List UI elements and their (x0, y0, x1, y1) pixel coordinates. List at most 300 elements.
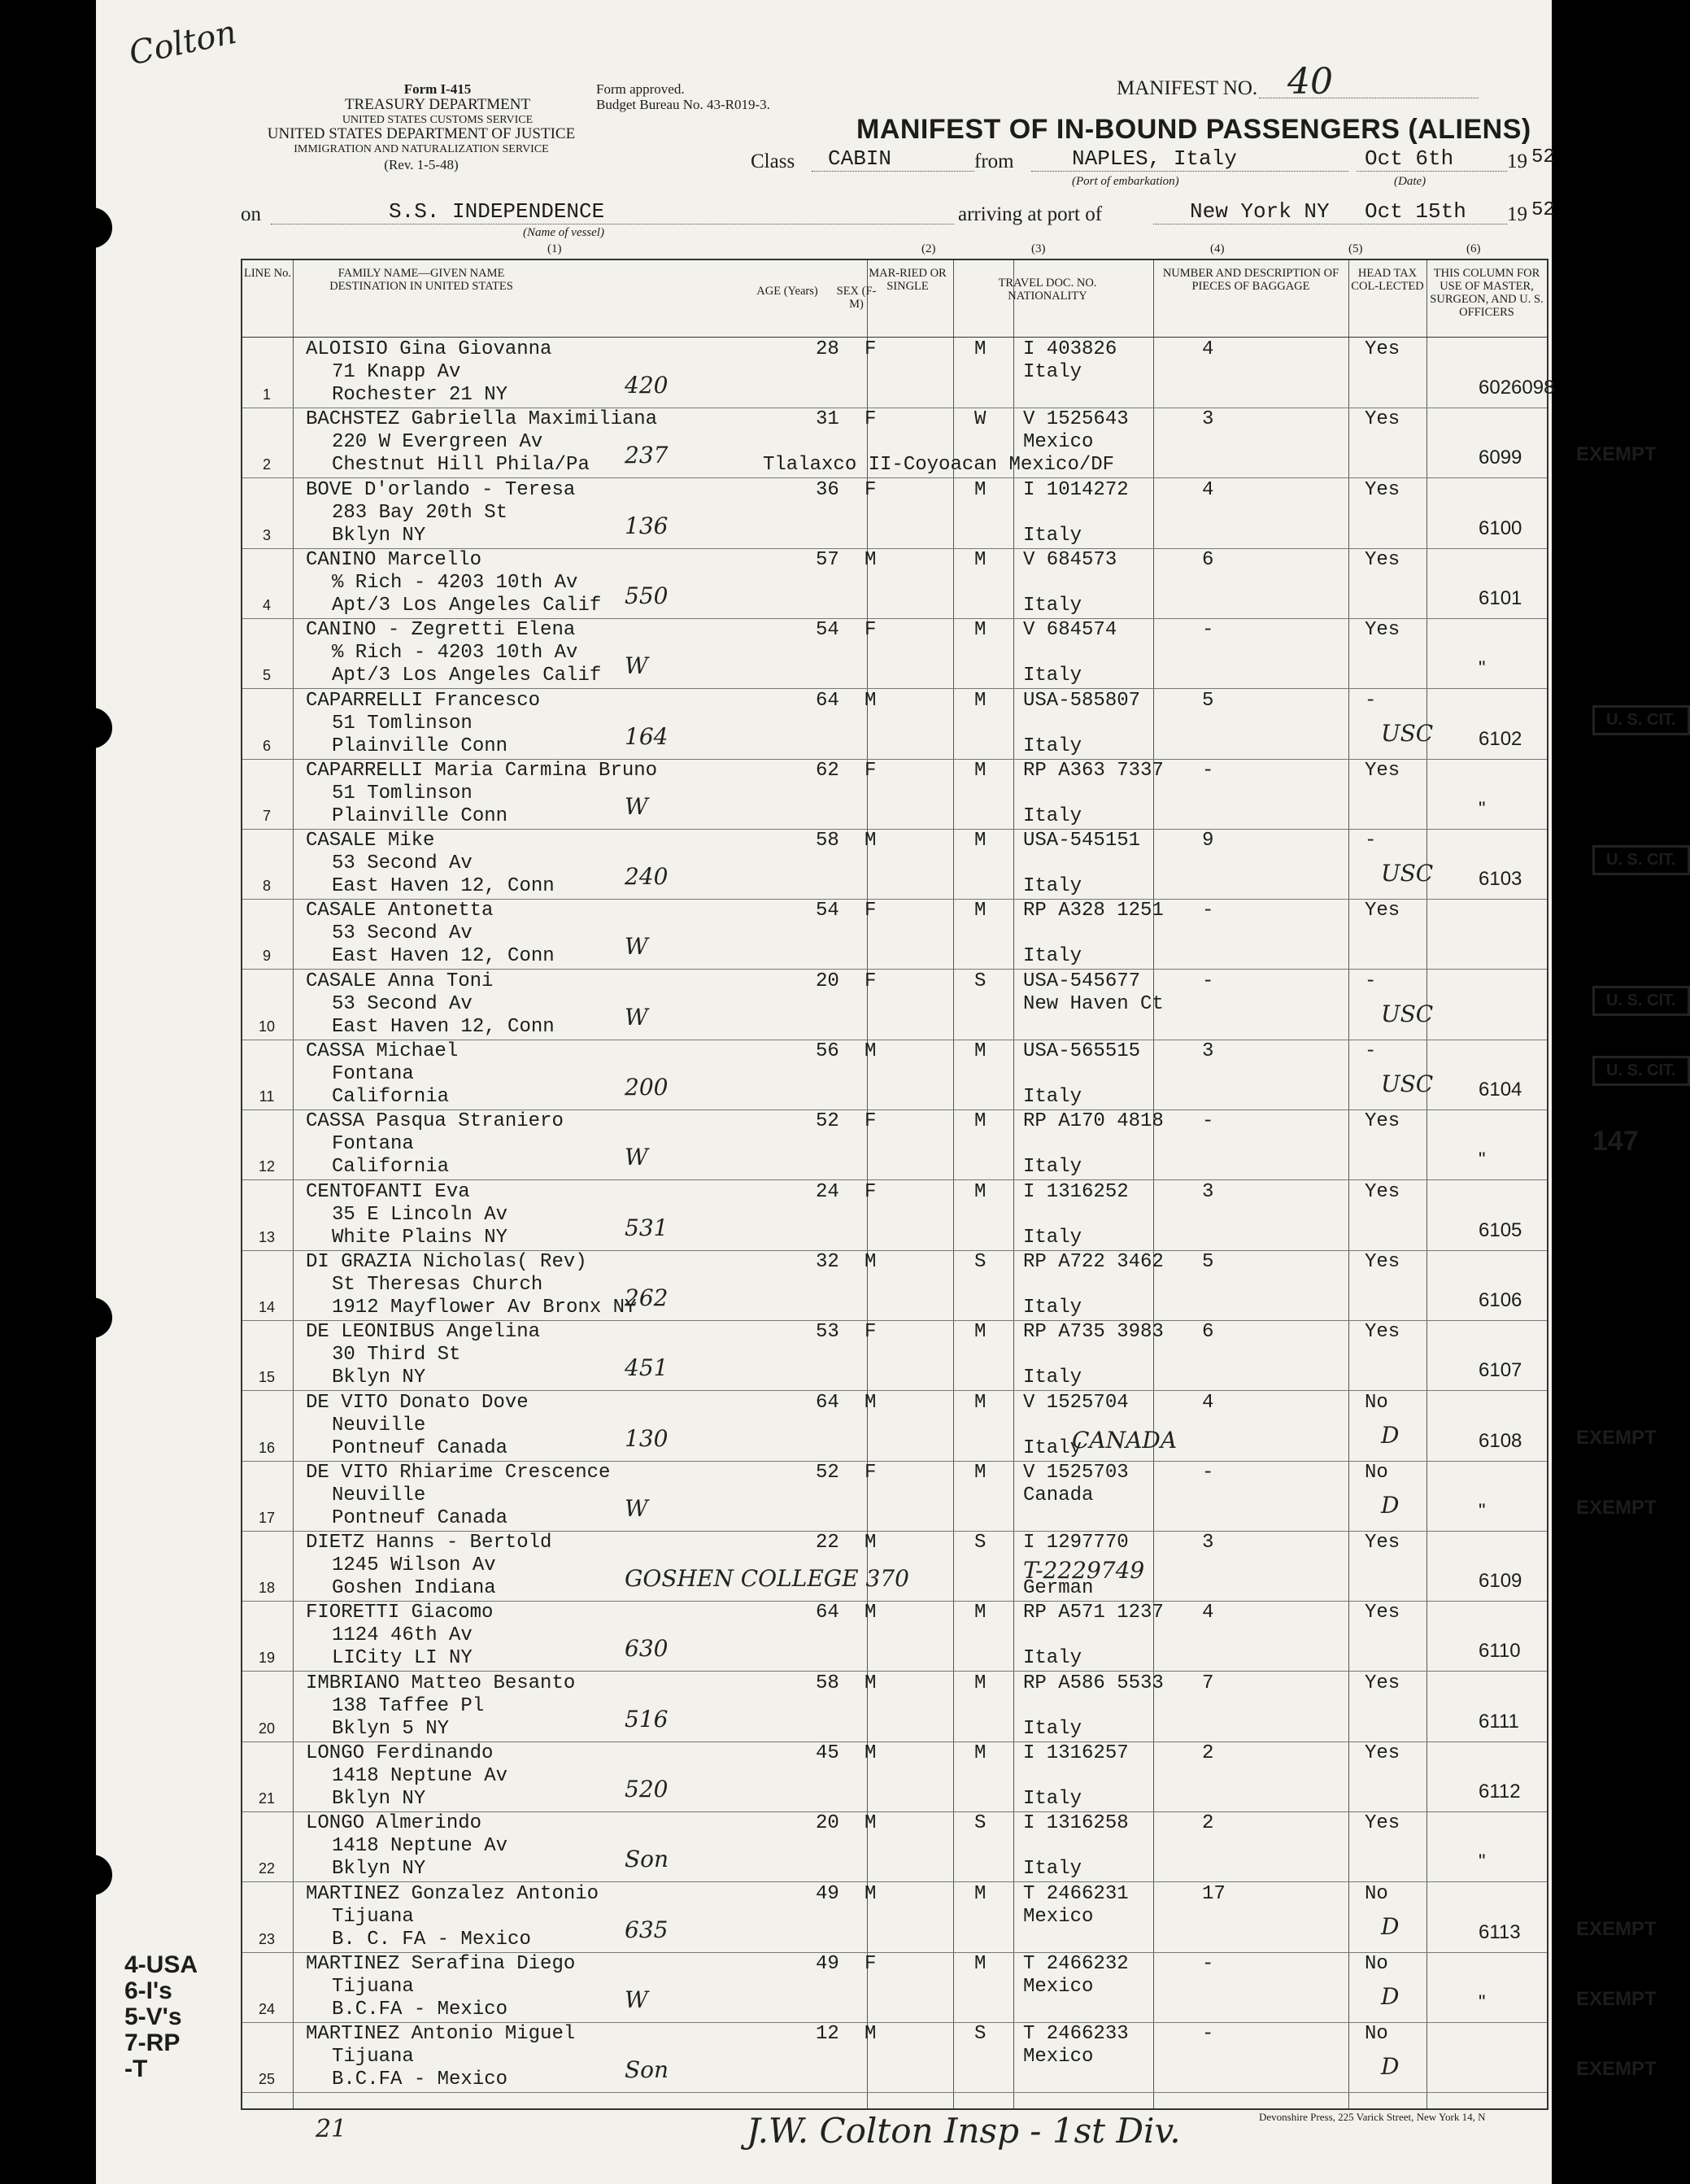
baggage-count: - (1202, 2023, 1214, 2046)
address-line-2: Bklyn NY (332, 1367, 426, 1389)
total-i: 6-I's (124, 1977, 172, 2004)
passenger-name: DE VITO Rhiarime Crescence (306, 1461, 611, 1484)
officer-seq: " (1479, 657, 1486, 680)
travel-doc: RP A586 5533 (1023, 1672, 1164, 1694)
sex: F (865, 900, 877, 922)
age: 57 (816, 548, 839, 571)
sex: F (865, 970, 877, 992)
marital-status: M (974, 1180, 987, 1203)
head-tax: Yes (1365, 1672, 1400, 1694)
arriving-label: arriving at port of (958, 203, 1103, 225)
sex: M (865, 830, 877, 852)
marital-status: M (974, 1742, 987, 1764)
baggage-count: - (1202, 1461, 1214, 1484)
age: 54 (816, 619, 839, 642)
marital-status: M (974, 900, 987, 922)
handwritten-note: 520 (625, 1776, 669, 1803)
officer-seq: 6026098 (1479, 377, 1555, 399)
year-prefix-2: 19 (1507, 203, 1527, 225)
head-tax: Yes (1365, 900, 1400, 922)
travel-doc: I 1316252 (1023, 1180, 1129, 1203)
head-tax: Yes (1365, 548, 1400, 571)
head-tax: Yes (1365, 1532, 1400, 1554)
exempt-stamp: EXEMPT (1576, 1917, 1657, 1940)
embark-date: Oct 6th (1365, 146, 1454, 171)
handwritten-note: 531 (625, 1214, 669, 1241)
passenger-name: DIETZ Hanns - Bertold (306, 1532, 552, 1554)
manifest-no-label: MANIFEST NO. (1117, 77, 1258, 99)
dept-justice: UNITED STATES DEPARTMENT OF JUSTICE (267, 125, 576, 142)
address-line-2: California (332, 1156, 450, 1179)
passenger-name: LONGO Ferdinando (306, 1742, 494, 1764)
passenger-name: ALOISIO Gina Giovanna (306, 338, 552, 360)
nationality: Italy (1023, 945, 1082, 968)
passenger-name: CASALE Mike (306, 830, 435, 852)
age: 64 (816, 1391, 839, 1414)
baggage-count: - (1202, 970, 1214, 992)
passenger-name: CAPARRELLI Maria Carmina Bruno (306, 759, 658, 782)
nationality-handwriting: CANADA (1072, 1426, 1178, 1454)
travel-doc: RP A571 1237 (1023, 1602, 1164, 1624)
table-row (242, 338, 1555, 408)
line-number: 10 (258, 1018, 276, 1035)
travel-doc: V 684574 (1023, 619, 1117, 642)
line-number: 15 (258, 1369, 276, 1386)
officer-seq: 6101 (1479, 586, 1522, 609)
line-number: 25 (258, 2071, 276, 2088)
travel-doc: USA-565515 (1023, 1040, 1141, 1062)
colnum-6: (6) (1466, 242, 1481, 255)
address-line-2: Bklyn NY (332, 1858, 426, 1881)
baggage-count: 3 (1202, 1040, 1214, 1062)
baggage-count: 2 (1202, 1742, 1214, 1764)
line-number: 24 (258, 2000, 276, 2017)
budget-bureau: Budget Bureau No. 43-R019-3. (596, 97, 770, 112)
age: 64 (816, 1602, 839, 1624)
address-line-2: Bklyn NY (332, 1788, 426, 1810)
travel-doc: V 684573 (1023, 548, 1117, 571)
table-row (242, 1531, 1547, 1602)
passenger-table (241, 259, 1676, 2110)
travel-doc: RP A328 1251 (1023, 900, 1164, 922)
passenger-name: CASALE Antonetta (306, 900, 494, 922)
nationality: Canada (1023, 1484, 1094, 1506)
travel-doc: T 2466232 (1023, 1952, 1129, 1975)
passenger-name: MARTINEZ Gonzalez Antonio (306, 1882, 599, 1905)
table-row (242, 618, 1547, 689)
baggage-count: - (1202, 900, 1214, 922)
officer-seq: 6099 (1479, 447, 1522, 469)
line-number: 1 (262, 386, 271, 403)
passenger-name: IMBRIANO Matteo Besanto (306, 1672, 576, 1694)
marital-status: S (974, 1532, 987, 1554)
address-line-1: 71 Knapp Av (332, 361, 461, 383)
baggage-count: 6 (1202, 548, 1214, 571)
alt-address: Tlalaxco II-Coyoacan Mexico/DF (763, 454, 1115, 477)
doc-handwriting: T-2229749 (1023, 1557, 1145, 1585)
address-line-1: Tijuana (332, 1905, 414, 1928)
travel-doc: RP A170 4818 (1023, 1110, 1164, 1133)
sex: M (865, 1672, 877, 1694)
address-line-2: East Haven 12, Conn (332, 875, 555, 898)
on-label: on (241, 203, 261, 225)
approved-note: Form approved. (596, 81, 685, 97)
table-row (242, 829, 1676, 900)
page-title: MANIFEST OF IN-BOUND PASSENGERS (ALIENS) (856, 114, 1531, 145)
head-tax: No (1365, 2023, 1388, 2046)
officer-seq: " (1479, 1149, 1486, 1171)
head-tax: Yes (1365, 1110, 1400, 1133)
tax-handwriting: USC (1381, 719, 1434, 747)
nationality: Italy (1023, 804, 1082, 827)
address-line-2: 1912 Mayflower Av Bronx NY (332, 1296, 637, 1319)
line-number: 19 (258, 1650, 276, 1667)
baggage-count: 3 (1202, 1532, 1214, 1554)
us-citizen-stamp: U. S. CIT. (1592, 705, 1690, 735)
address-line-2: East Haven 12, Conn (332, 945, 555, 968)
passenger-name: DE LEONIBUS Angelina (306, 1321, 541, 1344)
passenger-name: CASSA Michael (306, 1040, 459, 1062)
passenger-name: CANINO Marcello (306, 548, 482, 571)
address-line-1: 51 Tomlinson (332, 782, 473, 804)
passenger-name: MARTINEZ Antonio Miguel (306, 2023, 576, 2046)
travel-doc: I 1316257 (1023, 1742, 1129, 1764)
travel-doc: V 1525703 (1023, 1461, 1129, 1484)
handwritten-note: 136 (625, 512, 669, 539)
marital-status: S (974, 2023, 987, 2046)
sex: M (865, 1391, 877, 1414)
address-line-1: Tijuana (332, 1975, 414, 1998)
marital-status: M (974, 689, 987, 712)
table-row (242, 1742, 1547, 1812)
table-row (242, 548, 1547, 619)
handwritten-note: 164 (625, 722, 669, 750)
table-row (242, 1391, 1657, 1462)
tax-handwriting: D (1381, 1982, 1400, 2010)
head-tax: No (1365, 1952, 1388, 1975)
address-line-2: Apt/3 Los Angeles Calif (332, 665, 602, 687)
travel-doc: V 1525704 (1023, 1391, 1129, 1414)
table-row (242, 1040, 1676, 1110)
officer-seq: " (1479, 797, 1486, 820)
dept-treasury: TREASURY DEPARTMENT (344, 96, 531, 113)
manifest-number: 40 (1287, 61, 1333, 102)
table-row (242, 1109, 1639, 1180)
handwritten-note: W (625, 933, 648, 961)
age: 49 (816, 1952, 839, 1975)
nationality: Italy (1023, 594, 1082, 617)
hdr-line-no: LINE No. (244, 267, 291, 280)
age: 20 (816, 1812, 839, 1835)
nationality: Italy (1023, 1647, 1082, 1670)
age: 58 (816, 830, 839, 852)
table-row (242, 2022, 1657, 2093)
officer-seq: 6110 (1479, 1640, 1521, 1663)
age: 52 (816, 1461, 839, 1484)
line-number: 21 (258, 1790, 276, 1807)
address-line-1: Neuville (332, 1414, 426, 1436)
nationality: Italy (1023, 1156, 1082, 1179)
sex: M (865, 1602, 877, 1624)
age: 31 (816, 408, 839, 431)
nationality: Italy (1023, 361, 1082, 383)
inspector-signature: J.W. Colton Insp - 1st Div. (747, 2111, 1181, 2151)
table-row (242, 1601, 1547, 1672)
officer-seq: 6106 (1479, 1288, 1522, 1311)
exempt-stamp: EXEMPT (1576, 1987, 1657, 2010)
baggage-count: 4 (1202, 478, 1214, 501)
head-tax: Yes (1365, 1180, 1400, 1203)
vessel-caption: (Name of vessel) (523, 226, 604, 239)
head-tax: No (1365, 1461, 1388, 1484)
class-value: CABIN (828, 146, 892, 171)
address-line-1: 1245 Wilson Av (332, 1554, 496, 1577)
date-caption: (Date) (1394, 175, 1426, 188)
address-line-2: Bklyn NY (332, 524, 426, 547)
nationality: Italy (1023, 1226, 1082, 1249)
handwritten-note: W (625, 1986, 648, 2013)
sex: F (865, 1461, 877, 1484)
officer-seq: 6103 (1479, 868, 1522, 891)
address-line-1: 51 Tomlinson (332, 712, 473, 735)
marital-status: M (974, 1672, 987, 1694)
total-v: 5-V's (124, 2003, 182, 2030)
baggage-count: - (1202, 1952, 1214, 1975)
line-number: 6 (262, 737, 271, 754)
table-row (242, 1811, 1547, 1882)
tax-handwriting: D (1381, 1491, 1400, 1519)
address-line-1: Fontana (332, 1063, 414, 1085)
line-number: 23 (258, 1930, 276, 1947)
punch-hole (72, 207, 112, 248)
travel-doc: I 403826 (1023, 338, 1117, 360)
us-citizen-stamp: U. S. CIT. (1592, 845, 1690, 875)
sex: F (865, 1952, 877, 1975)
handwritten-note: 516 (625, 1705, 669, 1733)
form-number: Form I-415 (403, 81, 472, 97)
table-row (242, 1461, 1657, 1532)
handwritten-note: 550 (625, 582, 669, 609)
head-tax: - (1365, 970, 1377, 992)
age: 64 (816, 689, 839, 712)
marital-status: M (974, 1882, 987, 1905)
hdr-baggage: NUMBER AND DESCRIPTION OF PIECES OF BAGGAGE (1162, 267, 1339, 293)
handwritten-note: 635 (625, 1916, 669, 1943)
address-line-1: 1418 Neptune Av (332, 1835, 508, 1858)
table-row (242, 1320, 1547, 1391)
age: 22 (816, 1532, 839, 1554)
passenger-name: DE VITO Donato Dove (306, 1391, 529, 1414)
officer-seq: " (1479, 1499, 1486, 1522)
passenger-name: CANINO - Zegretti Elena (306, 619, 576, 642)
exempt-stamp: EXEMPT (1576, 1426, 1657, 1449)
nationality: Italy (1023, 1858, 1082, 1881)
tax-handwriting: USC (1381, 1070, 1434, 1097)
address-line-1: 1418 Neptune Av (332, 1765, 508, 1787)
table-row (242, 408, 1657, 478)
address-line-2: B.C.FA - Mexico (332, 2068, 508, 2091)
head-tax: - (1365, 689, 1377, 712)
officer-seq: 6109 (1479, 1570, 1522, 1593)
marital-status: M (974, 1602, 987, 1624)
marital-status: M (974, 1321, 987, 1344)
nationality: Mexico (1023, 431, 1094, 454)
passenger-name: CASSA Pasqua Straniero (306, 1110, 564, 1133)
marital-status: M (974, 1952, 987, 1975)
table-row (242, 1952, 1657, 2023)
nationality: New Haven Ct (1023, 992, 1164, 1015)
age: 54 (816, 900, 839, 922)
hdr-sex: SEX (F-M) (836, 285, 877, 311)
passenger-name: MARTINEZ Serafina Diego (306, 1952, 576, 1975)
passenger-name: CAPARRELLI Francesco (306, 689, 541, 712)
sex: F (865, 478, 877, 501)
address-line-2: Apt/3 Los Angeles Calif (332, 594, 602, 617)
us-citizen-stamp: U. S. CIT. (1592, 1056, 1690, 1086)
line-number: 17 (258, 1509, 276, 1526)
sex: M (865, 1882, 877, 1905)
revision: (Rev. 1-5-48) (384, 157, 459, 172)
head-tax: Yes (1365, 1321, 1400, 1344)
table-row (242, 478, 1547, 549)
travel-doc: V 1525643 (1023, 408, 1129, 431)
nationality: Italy (1023, 524, 1082, 547)
travel-doc: I 1014272 (1023, 478, 1129, 501)
marital-status: M (974, 548, 987, 571)
age: 24 (816, 1180, 839, 1203)
head-tax: Yes (1365, 408, 1400, 431)
officer-seq: 6102 (1479, 727, 1522, 750)
year-prefix: 19 (1507, 150, 1527, 172)
age: 62 (816, 759, 839, 782)
punch-hole (72, 1855, 112, 1895)
address-line-2: B. C. FA - Mexico (332, 1928, 531, 1951)
doj-block (234, 126, 608, 172)
handwritten-note: W (625, 1494, 648, 1522)
marital-status: W (974, 408, 987, 431)
line-number: 13 (258, 1228, 276, 1245)
sex: F (865, 1321, 877, 1344)
address-line-1: 35 E Lincoln Av (332, 1203, 508, 1226)
handwritten-note: 451 (625, 1354, 669, 1382)
handwritten-note: 130 (625, 1424, 669, 1452)
head-tax: - (1365, 830, 1377, 852)
exempt-stamp: EXEMPT (1576, 443, 1657, 466)
table-row (242, 970, 1676, 1040)
head-tax: Yes (1365, 1250, 1400, 1273)
sex: M (865, 1532, 877, 1554)
passenger-name: DI GRAZIA Nicholas( Rev) (306, 1250, 587, 1273)
vessel-name: S.S. INDEPENDENCE (389, 199, 605, 224)
total-usa: 4-USA (124, 1951, 198, 1978)
address-line-1: 30 Third St (332, 1344, 461, 1367)
travel-doc: USA-545677 (1023, 970, 1141, 992)
handwritten-note: W (625, 1144, 648, 1171)
address-line-1: 53 Second Av (332, 852, 473, 875)
baggage-count: 4 (1202, 338, 1214, 360)
address-line-1: Fontana (332, 1133, 414, 1156)
sex: F (865, 1180, 877, 1203)
table-row (242, 1250, 1547, 1321)
nationality: Mexico (1023, 2046, 1094, 2068)
nationality: Italy (1023, 1086, 1082, 1108)
address-line-1: 53 Second Av (332, 992, 473, 1015)
age: 20 (816, 970, 839, 992)
sex: M (865, 1250, 877, 1273)
age: 52 (816, 1110, 839, 1133)
sex: F (865, 619, 877, 642)
sex: M (865, 1742, 877, 1764)
marital-status: M (974, 478, 987, 501)
line-number: 8 (262, 878, 271, 895)
address-line-2: Chestnut Hill Phila/Pa (332, 454, 590, 477)
line-number: 16 (258, 1439, 276, 1456)
us-citizen-stamp: U. S. CIT. (1592, 986, 1690, 1016)
handwritten-note: 420 (625, 372, 669, 399)
sex: M (865, 2023, 877, 2046)
marital-status: M (974, 338, 987, 360)
colnum-4: (4) (1210, 242, 1225, 255)
baggage-count: 3 (1202, 408, 1214, 431)
handwritten-note: 630 (625, 1635, 669, 1663)
marital-status: M (974, 619, 987, 642)
line-number: 2 (262, 456, 271, 473)
sex: F (865, 338, 877, 360)
printer-line: Devonshire Press, 225 Varick Street, New York 14, N (1259, 2111, 1486, 2123)
exempt-stamp: EXEMPT (1576, 2058, 1657, 2081)
table-row (242, 1180, 1547, 1251)
officer-seq: 6113 (1479, 1920, 1521, 1943)
handwritten-note: 200 (625, 1074, 669, 1101)
officer-seq: 6104 (1479, 1079, 1522, 1101)
address-line-1: Neuville (332, 1484, 426, 1506)
head-tax: Yes (1365, 338, 1400, 360)
head-tax: No (1365, 1882, 1388, 1905)
sex: M (865, 1812, 877, 1835)
sex: F (865, 408, 877, 431)
head-tax: No (1365, 1391, 1388, 1414)
vessel-line (271, 224, 954, 225)
handwritten-note: 262 (625, 1284, 669, 1311)
page-stamp-number: 147 (1592, 1126, 1639, 1157)
tax-handwriting: USC (1381, 1000, 1434, 1027)
nationality: Mexico (1023, 1905, 1094, 1928)
address-line-2: California (332, 1086, 450, 1108)
head-tax: Yes (1365, 1602, 1400, 1624)
line-number: 4 (262, 596, 271, 613)
hdr-age: AGE (Years) (756, 285, 818, 298)
tax-handwriting: D (1381, 1912, 1400, 1940)
head-tax: - (1365, 1040, 1377, 1062)
baggage-count: - (1202, 759, 1214, 782)
tax-handwriting: USC (1381, 860, 1434, 887)
passenger-name: BOVE D'orlando - Teresa (306, 478, 576, 501)
punch-hole (72, 1297, 112, 1338)
line-number: 20 (258, 1720, 276, 1737)
address-line-1: Tijuana (332, 2046, 414, 2068)
nationality: Italy (1023, 1717, 1082, 1740)
baggage-count: 4 (1202, 1391, 1214, 1414)
corner-handwriting: Colton (125, 13, 240, 73)
address-line-2: Pontneuf Canada (332, 1506, 508, 1529)
line-number: 14 (258, 1298, 276, 1315)
handwritten-note: W (625, 652, 648, 680)
marital-status: M (974, 1110, 987, 1133)
head-tax: Yes (1365, 619, 1400, 642)
address-line-2: Rochester 21 NY (332, 384, 508, 406)
tax-handwriting: D (1381, 2053, 1400, 2081)
handwritten-note: Son (625, 1846, 669, 1873)
